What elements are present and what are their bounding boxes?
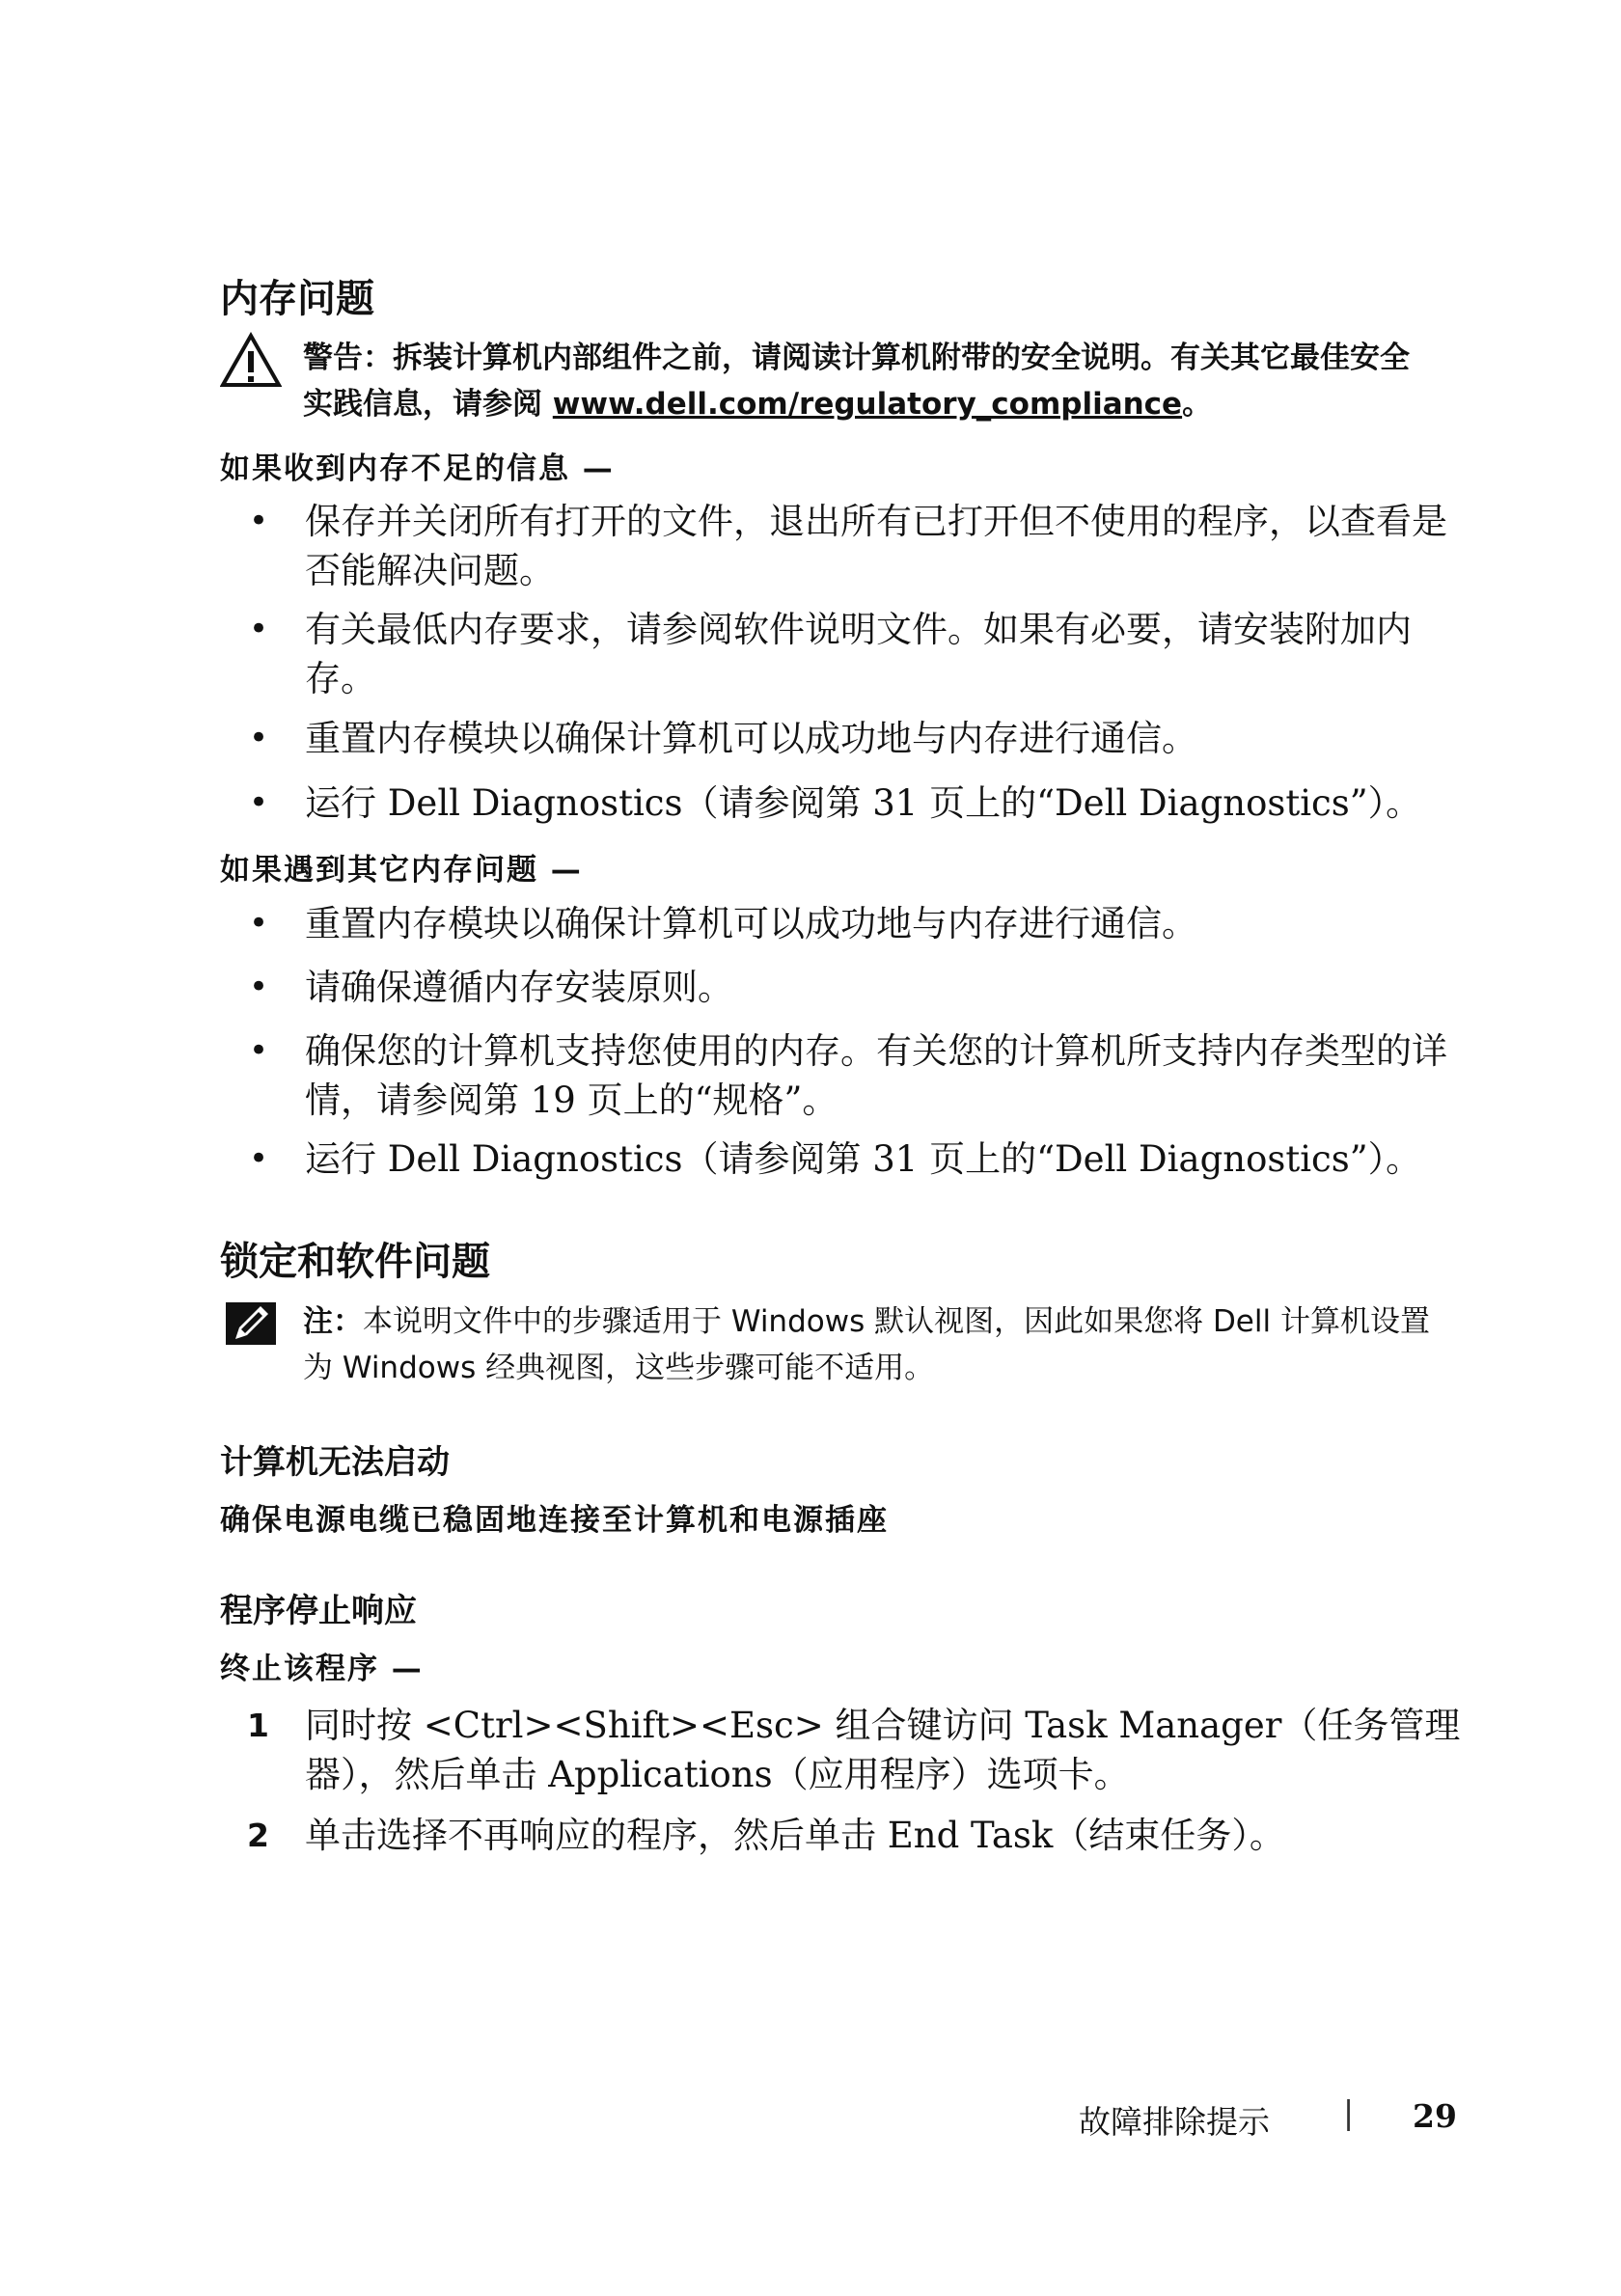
list-item-text: 运行 Dell Diagnostics（请参阅第 31 页上的“Dell Diagnostics”）。 bbox=[305, 782, 1422, 824]
note-pencil-icon bbox=[224, 1300, 278, 1347]
list-item bbox=[220, 1026, 1465, 1125]
bullet: • bbox=[249, 502, 269, 540]
footer-chapter-title: 故障排除提示 bbox=[1079, 2103, 1270, 2141]
bullet: • bbox=[249, 968, 269, 1006]
step-text: 单击选择不再响应的程序，然后单击 End Task（结束任务）。 bbox=[305, 1815, 1285, 1856]
subheading-program-not-responding: 程序停止响应 bbox=[220, 1592, 417, 1630]
list-item-text: 重置内存模块以确保计算机可以成功地与内存进行通信。 bbox=[305, 718, 1197, 759]
note-notice bbox=[303, 1298, 1451, 1391]
section-heading-memory: 内存问题 bbox=[220, 277, 374, 321]
step-item bbox=[220, 1701, 1465, 1799]
warning-label: 警告： bbox=[303, 341, 393, 375]
warning-triangle-icon bbox=[220, 332, 282, 390]
footer-separator: | bbox=[1343, 2093, 1355, 2131]
subheading-end-program: 终止该程序 — bbox=[220, 1652, 424, 1686]
list-item bbox=[220, 714, 1465, 763]
section-heading-lockup: 锁定和软件问题 bbox=[220, 1240, 490, 1284]
subheading-other-memory: 如果遇到其它内存问题 — bbox=[220, 853, 583, 888]
list-item bbox=[220, 963, 1465, 1012]
subheading-computer-not-start: 计算机无法启动 bbox=[220, 1443, 450, 1482]
bullet: • bbox=[249, 904, 269, 943]
list-item bbox=[220, 779, 1465, 828]
action-check-power-cable: 确保电源电缆已稳固地连接至计算机和电源插座 bbox=[220, 1503, 889, 1538]
list-item-text: 运行 Dell Diagnostics（请参阅第 31 页上的“Dell Diagnostics”）。 bbox=[305, 1138, 1422, 1180]
warning-notice bbox=[303, 335, 1432, 427]
list-item-text: 请确保遵循内存安装原则。 bbox=[305, 967, 733, 1008]
list-item bbox=[220, 497, 1465, 595]
list-item bbox=[220, 899, 1465, 948]
warning-end: 。 bbox=[1182, 387, 1213, 422]
step-text: 同时按 <Ctrl><Shift><Esc> 组合键访问 Task Manager（任务管理器），然后单击 Applications（应用程序）选项卡。 bbox=[305, 1705, 1461, 1795]
bullet: • bbox=[249, 1031, 269, 1070]
step-number: 1 bbox=[247, 1707, 269, 1744]
regulatory-link[interactable]: www.dell.com/regulatory_compliance bbox=[552, 387, 1183, 422]
warning-text: 拆装计算机内部组件之前，请阅读计算机附带的安全说明。有关其它最佳安全实践信息，请参阅 bbox=[303, 341, 1410, 422]
step-item bbox=[220, 1811, 1465, 1860]
list-item-text: 重置内存模块以确保计算机可以成功地与内存进行通信。 bbox=[305, 903, 1197, 944]
bullet: • bbox=[249, 719, 269, 757]
step-number: 2 bbox=[247, 1817, 269, 1854]
note-label: 注： bbox=[303, 1304, 363, 1339]
note-text: 本说明文件中的步骤适用于 Windows 默认视图，因此如果您将 Dell 计算机设置为 Windows 经典视图，这些步骤可能不适用。 bbox=[303, 1304, 1430, 1385]
bullet: • bbox=[249, 610, 269, 648]
subheading-low-memory: 如果收到内存不足的信息 — bbox=[220, 451, 615, 486]
bullet: • bbox=[249, 783, 269, 822]
bullet: • bbox=[249, 1139, 269, 1178]
list-item bbox=[220, 605, 1465, 703]
list-item-text: 确保您的计算机支持您使用的内存。有关您的计算机所支持内存类型的详情，请参阅第 19 页上的“规格”。 bbox=[305, 1030, 1447, 1121]
list-item-text: 有关最低内存要求，请参阅软件说明文件。如果有必要，请安装附加内存。 bbox=[305, 609, 1412, 699]
footer-page-number: 29 bbox=[1413, 2097, 1457, 2135]
list-item-text: 保存并关闭所有打开的文件，退出所有已打开但不使用的程序，以查看是否能解决问题。 bbox=[305, 501, 1447, 591]
list-item bbox=[220, 1134, 1465, 1184]
